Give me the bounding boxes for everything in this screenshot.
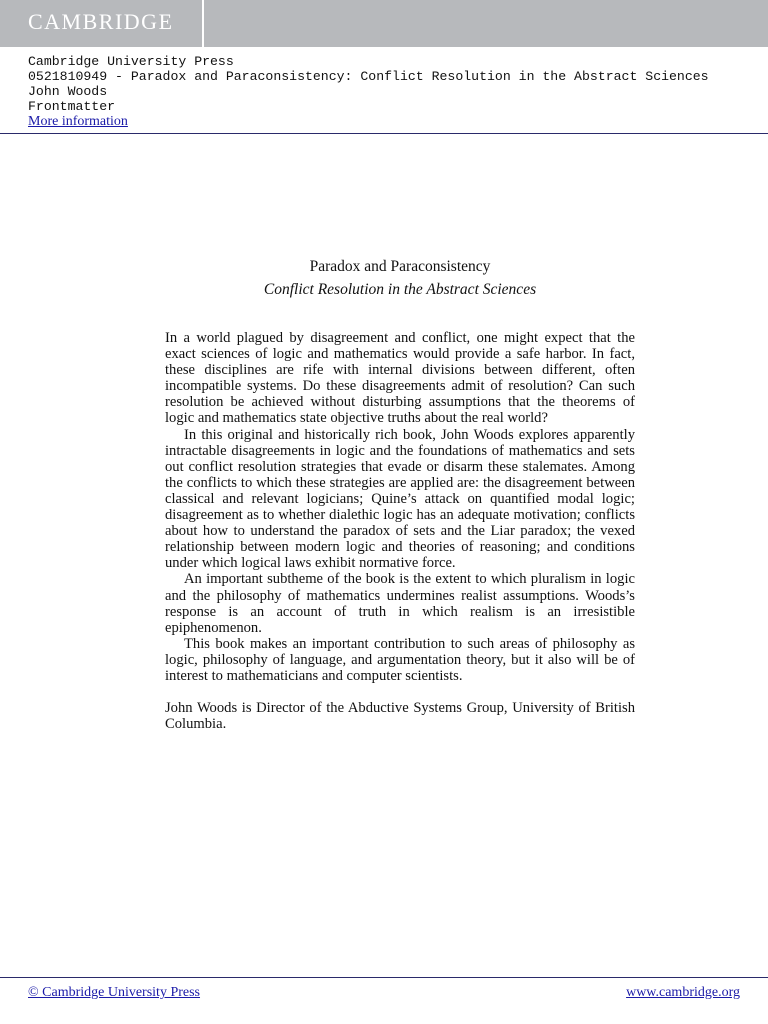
copyright-link[interactable]: © Cambridge University Press <box>28 985 201 1000</box>
header-bar <box>0 0 768 47</box>
more-information-link[interactable]: More information <box>28 114 128 129</box>
header-divider <box>0 133 768 134</box>
description-paragraph: An important subtheme of the book is the extent to which pluralism in logic and the philosophy of mathematics undermines realist assumptions. Woods’s response is an account of truth in which realism is an irresistible epiphenomenon. <box>165 571 635 636</box>
logo-box <box>0 0 204 47</box>
footer-divider <box>0 977 768 978</box>
author-note: John Woods is Director of the Abductive Systems Group, University of British Columbia. <box>165 700 635 733</box>
meta-publisher: Cambridge University Press <box>28 54 234 69</box>
book-title: Paradox and Paraconsistency <box>309 258 491 275</box>
description-paragraph: In this original and historically rich book, John Woods explores apparently intractable disagreements in logic and the foundations of mathematics and sets out conflict resolution strategies that evade or disarm these stalemates. Among the conflicts to which these strategies are applied are: the disagreement between classical and relevant logicians; Quine’s attack on quantified modal logic; disagreement as to whether dialethic logic has an adequate motivation; conflicts about how to understand the paradox of sets and the Liar paradox; the vexed relationship between modern logic and theories of reasoning; and conditions under which logical laws exhibit normative force. <box>165 426 635 572</box>
meta-author: John Woods <box>28 84 108 99</box>
cambridge-logo: CAMBRIDGE <box>28 9 174 34</box>
book-subtitle: Conflict Resolution in the Abstract Sciences <box>263 281 537 298</box>
book-description <box>165 330 635 732</box>
description-paragraph: This book makes an important contribution to such areas of philosophy as logic, philosophy of language, and argumentation theory, but it also will be of interest to mathematicians and computer scientists. <box>165 635 635 684</box>
description-paragraph: In a world plagued by disagreement and conflict, one might expect that the exact sciences of logic and mathematics would provide a safe harbor. In fact, these disciplines are rife with internal divisions between different, often incompatible systems. Do these disagreements admit of resolution? Can such resolution be achieved without disturbing assumptions that the theorems of logic and mathematics state objective truths about the real world? <box>165 330 635 427</box>
meta-isbn-title: 0521810949 - Paradox and Paraconsistency: Conflict Resolution in the Abstract Sciences <box>28 69 709 84</box>
document-meta <box>28 54 709 129</box>
meta-section: Frontmatter <box>28 99 116 114</box>
website-link[interactable]: www.cambridge.org <box>626 985 740 1000</box>
